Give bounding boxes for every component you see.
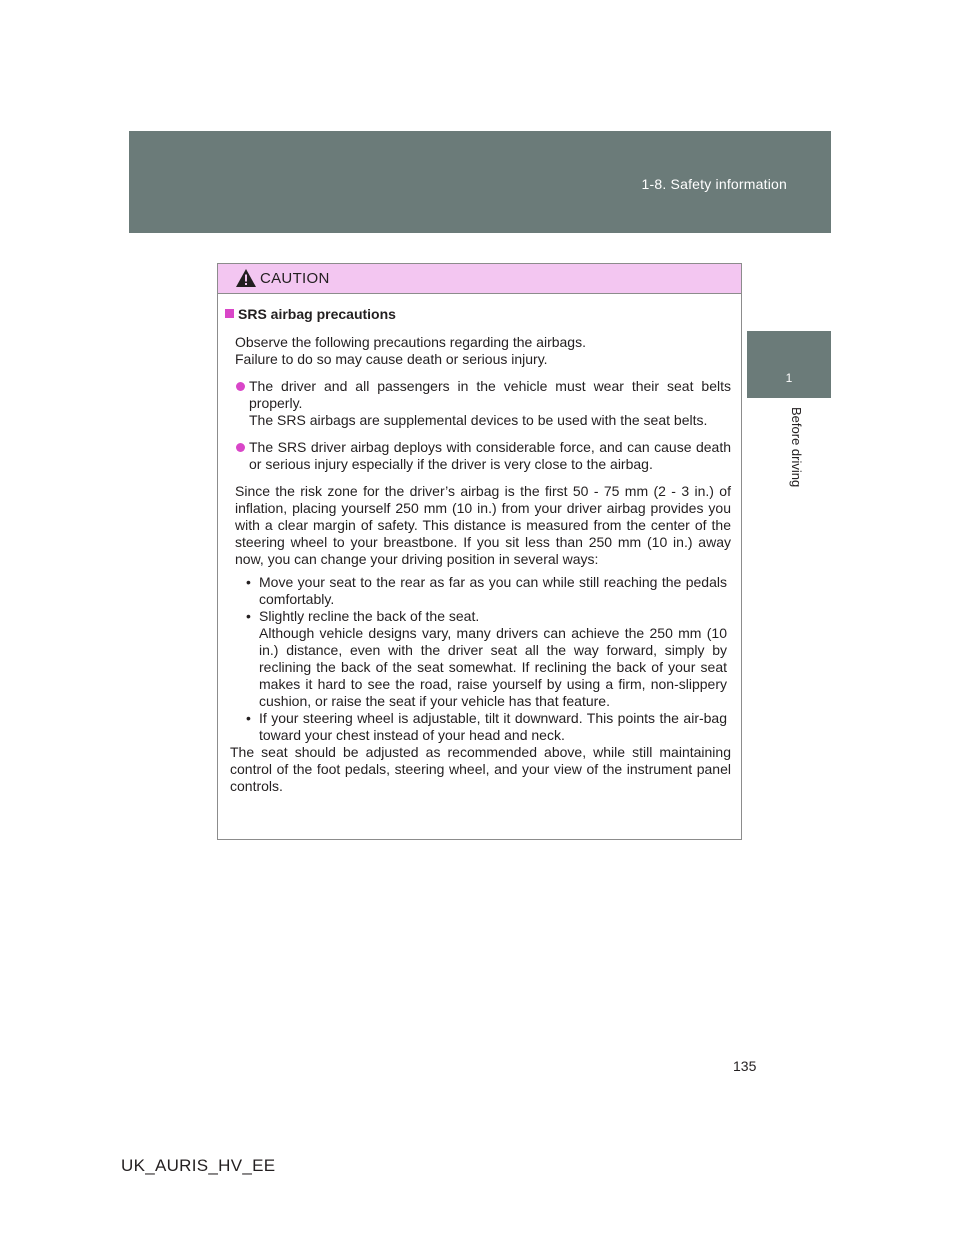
- way-text: If your steering wheel is adjustable, tilt it downward. This points the air-bag toward your chest instead of your head and neck.: [259, 710, 727, 743]
- section-title: 1-8. Safety information: [641, 176, 787, 192]
- chapter-label: Before driving: [789, 407, 804, 488]
- round-bullet-icon: [236, 382, 245, 391]
- bullet-lead: The SRS driver airbag deploys with considerable force, and can cause death or serious injury especially if the driver is very close to the airbag.: [249, 439, 731, 472]
- caution-title-text: SRS airbag precautions: [238, 306, 396, 322]
- way-text: Move your seat to the rear as far as you can while still reaching the pedals comfortably.: [259, 574, 727, 607]
- bullet-lead: The driver and all passengers in the vehicle must wear their seat belts properly.: [249, 378, 731, 411]
- chapter-tab: [747, 331, 831, 398]
- caution-header: [218, 264, 741, 294]
- square-bullet-icon: [225, 309, 234, 318]
- bullet-item: [218, 439, 741, 473]
- chapter-number: 1: [785, 371, 793, 385]
- way-marker: •: [246, 710, 251, 726]
- footer-code: UK_AURIS_HV_EE: [121, 1156, 276, 1175]
- way-item: [218, 710, 741, 744]
- way-text: Slightly recline the back of the seat.: [259, 608, 480, 624]
- bullet-detail: The SRS airbags are supplemental devices to be used with the seat belts.: [249, 412, 708, 428]
- way-item: [218, 608, 741, 710]
- bullet-item: [218, 378, 741, 429]
- warning-triangle-icon: [235, 268, 257, 288]
- way-detail: Although vehicle designs vary, many drivers can achieve the 250 mm (10 in.) distance, even with the driver seat all the way forward, simply by reclining the back of the seat somewhat. If reclining the back of your seat makes it hard to see the road, raise yourself by using a firm, non-slippery cushion, or raise the seat if your vehicle has that feature.: [259, 625, 727, 709]
- intro-paragraph: [218, 334, 741, 368]
- chapter-label-vertical: [790, 407, 806, 497]
- caution-title: [218, 306, 741, 323]
- way-marker: •: [246, 574, 251, 590]
- intro-line: Observe the following precautions regarding the airbags.: [235, 334, 586, 350]
- caution-box: [217, 263, 742, 840]
- header-band: [129, 131, 831, 233]
- caution-label: CAUTION: [260, 270, 330, 287]
- caution-body: [218, 294, 741, 795]
- way-marker: •: [246, 608, 251, 624]
- risk-paragraph: Since the risk zone for the driver’s airbag is the first 50 - 75 mm (2 - 3 in.) of inflation, placing yourself 250 mm (10 in.) from your driver airbag provides you with a clear margin of safety. This distance is measured from the center of the steering wheel to your breastbone. If you sit less than 250 mm (10 in.) away now, you can change your driving position in several ways:: [235, 483, 731, 567]
- round-bullet-icon: [236, 443, 245, 452]
- page-number: 135: [733, 1058, 757, 1074]
- intro-line: Failure to do so may cause death or serious injury.: [235, 351, 548, 367]
- way-item: [218, 574, 741, 608]
- closing-paragraph: The seat should be adjusted as recommended above, while still maintaining control of the foot pedals, steering wheel, and your view of the instrument panel controls.: [230, 744, 731, 794]
